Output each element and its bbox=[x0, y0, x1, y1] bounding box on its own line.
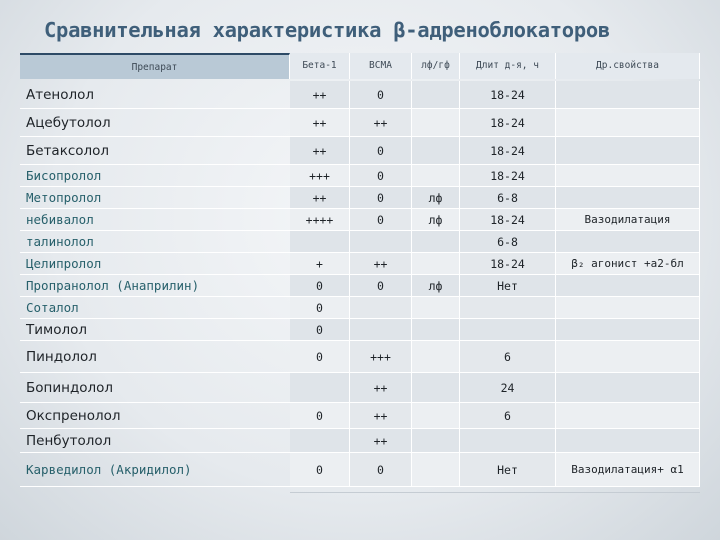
beta1-cell: 0 bbox=[290, 319, 350, 341]
drug-name-cell: Целипролол bbox=[20, 253, 290, 275]
beta1-cell: 0 bbox=[290, 403, 350, 429]
other-properties-cell bbox=[556, 165, 700, 187]
drug-name-cell: Тимолол bbox=[20, 319, 290, 341]
lf-gf-cell bbox=[412, 297, 460, 319]
table-row bbox=[20, 297, 700, 319]
beta1-cell: + bbox=[290, 253, 350, 275]
header-lf-gf: лф/гф bbox=[412, 53, 460, 79]
drug-name-cell: Атенолол bbox=[20, 81, 290, 109]
table-bottom-rule bbox=[290, 492, 700, 493]
comparison-table bbox=[20, 53, 700, 493]
duration-cell bbox=[460, 429, 556, 453]
beta1-cell: +++ bbox=[290, 165, 350, 187]
drug-name-cell: талинолол bbox=[20, 231, 290, 253]
beta1-cell: ++ bbox=[290, 137, 350, 165]
other-properties-cell bbox=[556, 403, 700, 429]
drug-name-cell: Бетаксолол bbox=[20, 137, 290, 165]
table-row bbox=[20, 109, 700, 137]
vsma-cell: ++ bbox=[350, 109, 412, 137]
duration-cell: 6 bbox=[460, 403, 556, 429]
header-beta1: Бета-1 bbox=[290, 53, 350, 79]
vsma-cell: 0 bbox=[350, 137, 412, 165]
table-header bbox=[20, 53, 700, 79]
other-properties-cell: β₂ агонист +а2-бл bbox=[556, 253, 700, 275]
vsma-cell: ++ bbox=[350, 429, 412, 453]
beta1-cell: ++++ bbox=[290, 209, 350, 231]
lf-gf-cell bbox=[412, 165, 460, 187]
other-properties-cell bbox=[556, 187, 700, 209]
table-row bbox=[20, 253, 700, 275]
duration-cell: 18-24 bbox=[460, 137, 556, 165]
lf-gf-cell bbox=[412, 403, 460, 429]
lf-gf-cell bbox=[412, 341, 460, 373]
drug-name-cell: небивалол bbox=[20, 209, 290, 231]
beta1-cell: 0 bbox=[290, 297, 350, 319]
beta1-cell: ++ bbox=[290, 81, 350, 109]
table-row bbox=[20, 165, 700, 187]
duration-cell: 18-24 bbox=[460, 253, 556, 275]
duration-cell: Нет bbox=[460, 453, 556, 487]
drug-name-cell: Пенбутолол bbox=[20, 429, 290, 453]
other-properties-cell bbox=[556, 341, 700, 373]
table-row bbox=[20, 81, 700, 109]
lf-gf-cell: лф bbox=[412, 187, 460, 209]
other-properties-cell bbox=[556, 137, 700, 165]
other-properties-cell bbox=[556, 373, 700, 403]
beta1-cell: 0 bbox=[290, 453, 350, 487]
beta1-cell: 0 bbox=[290, 341, 350, 373]
duration-cell: 24 bbox=[460, 373, 556, 403]
lf-gf-cell bbox=[412, 231, 460, 253]
vsma-cell: 0 bbox=[350, 187, 412, 209]
vsma-cell bbox=[350, 297, 412, 319]
drug-name-cell: Пропранолол (Анаприлин) bbox=[20, 275, 290, 297]
drug-name-cell: Бопиндолол bbox=[20, 373, 290, 403]
header-other-properties: Др.свойства bbox=[556, 53, 700, 79]
vsma-cell: +++ bbox=[350, 341, 412, 373]
header-duration: Длит д-я, ч bbox=[460, 53, 556, 79]
vsma-cell: 0 bbox=[350, 165, 412, 187]
beta1-cell bbox=[290, 231, 350, 253]
beta1-cell: 0 bbox=[290, 275, 350, 297]
other-properties-cell bbox=[556, 275, 700, 297]
vsma-cell: 0 bbox=[350, 209, 412, 231]
table-row bbox=[20, 373, 700, 403]
duration-cell: 6-8 bbox=[460, 231, 556, 253]
other-properties-cell: Вазодилатация bbox=[556, 209, 700, 231]
vsma-cell: 0 bbox=[350, 81, 412, 109]
table-row bbox=[20, 453, 700, 487]
duration-cell: 6-8 bbox=[460, 187, 556, 209]
drug-name-cell: Соталол bbox=[20, 297, 290, 319]
beta1-cell: ++ bbox=[290, 109, 350, 137]
duration-cell: 18-24 bbox=[460, 209, 556, 231]
slide-title: Сравнительная характеристика β-адреноблокаторов bbox=[44, 18, 610, 42]
duration-cell: Нет bbox=[460, 275, 556, 297]
table-row bbox=[20, 187, 700, 209]
table-row bbox=[20, 403, 700, 429]
duration-cell: 18-24 bbox=[460, 165, 556, 187]
header-drug: Препарат bbox=[20, 53, 290, 79]
beta1-cell bbox=[290, 429, 350, 453]
vsma-cell: 0 bbox=[350, 275, 412, 297]
other-properties-cell: Вазодилатация+ α1 bbox=[556, 453, 700, 487]
other-properties-cell bbox=[556, 231, 700, 253]
lf-gf-cell bbox=[412, 453, 460, 487]
table-row bbox=[20, 137, 700, 165]
table-row bbox=[20, 341, 700, 373]
duration-cell bbox=[460, 297, 556, 319]
lf-gf-cell bbox=[412, 81, 460, 109]
lf-gf-cell: лф bbox=[412, 275, 460, 297]
table-row bbox=[20, 209, 700, 231]
table-row bbox=[20, 231, 700, 253]
drug-name-cell: Карведилол (Акридилол) bbox=[20, 453, 290, 487]
lf-gf-cell bbox=[412, 137, 460, 165]
drug-name-cell: Пиндолол bbox=[20, 341, 290, 373]
other-properties-cell bbox=[556, 81, 700, 109]
drug-name-cell: Бисопролол bbox=[20, 165, 290, 187]
lf-gf-cell bbox=[412, 319, 460, 341]
vsma-cell: 0 bbox=[350, 453, 412, 487]
vsma-cell bbox=[350, 319, 412, 341]
beta1-cell: ++ bbox=[290, 187, 350, 209]
vsma-cell: ++ bbox=[350, 373, 412, 403]
lf-gf-cell bbox=[412, 253, 460, 275]
vsma-cell: ++ bbox=[350, 403, 412, 429]
duration-cell: 6 bbox=[460, 341, 556, 373]
vsma-cell: ++ bbox=[350, 253, 412, 275]
lf-gf-cell bbox=[412, 109, 460, 137]
lf-gf-cell: лф bbox=[412, 209, 460, 231]
table-row bbox=[20, 429, 700, 453]
drug-name-cell: Метопролол bbox=[20, 187, 290, 209]
duration-cell bbox=[460, 319, 556, 341]
drug-name-cell: Ацебутолол bbox=[20, 109, 290, 137]
table-row bbox=[20, 319, 700, 341]
lf-gf-cell bbox=[412, 429, 460, 453]
other-properties-cell bbox=[556, 297, 700, 319]
other-properties-cell bbox=[556, 109, 700, 137]
vsma-cell bbox=[350, 231, 412, 253]
other-properties-cell bbox=[556, 319, 700, 341]
beta1-cell bbox=[290, 373, 350, 403]
other-properties-cell bbox=[556, 429, 700, 453]
duration-cell: 18-24 bbox=[460, 109, 556, 137]
lf-gf-cell bbox=[412, 373, 460, 403]
header-vsma: ВСМА bbox=[350, 53, 412, 79]
drug-name-cell: Окспренолол bbox=[20, 403, 290, 429]
duration-cell: 18-24 bbox=[460, 81, 556, 109]
table-row bbox=[20, 275, 700, 297]
